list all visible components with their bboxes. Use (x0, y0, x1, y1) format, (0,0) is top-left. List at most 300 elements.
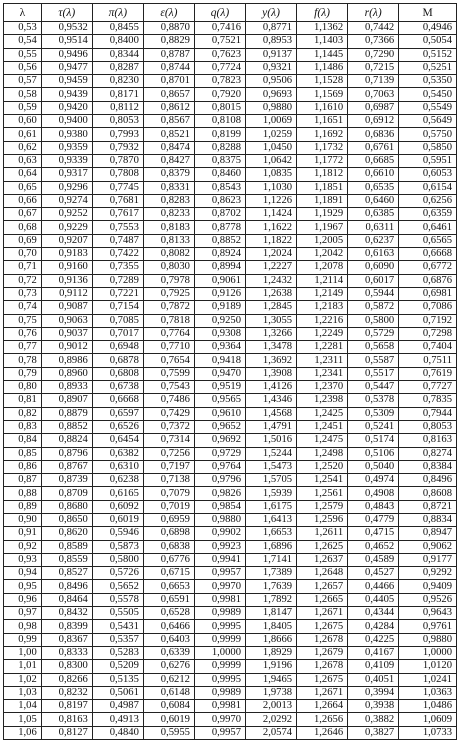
cell-m: 0,8163 (399, 434, 457, 447)
cell-r: 0,5729 (348, 327, 399, 340)
cell-tau: 0,9252 (41, 208, 92, 221)
cell-pi: 0,7487 (92, 234, 143, 247)
cell-y: 1,7141 (246, 553, 297, 566)
cell-y: 1,3055 (246, 314, 297, 327)
cell-m: 0,5350 (399, 75, 457, 88)
cell-q: 0,9981 (194, 593, 245, 606)
cell-y: 1,0835 (246, 168, 297, 181)
header-lambda: λ (4, 4, 42, 22)
cell-pi: 0,5946 (92, 527, 143, 540)
cell-epsilon: 0,8521 (143, 128, 194, 141)
cell-q: 0,9999 (194, 660, 245, 673)
cell-r: 0,6460 (348, 194, 399, 207)
cell-lambda: 0,76 (4, 327, 42, 340)
cell-tau: 0,8367 (41, 633, 92, 646)
cell-r: 0,3938 (348, 700, 399, 713)
cell-lambda: 0,96 (4, 593, 42, 606)
cell-y: 1,3266 (246, 327, 297, 340)
cell-tau: 0,8767 (41, 460, 92, 473)
cell-f: 1,1403 (297, 35, 348, 48)
cell-f: 1,2596 (297, 513, 348, 526)
cell-pi: 0,5726 (92, 567, 143, 580)
cell-pi: 0,5431 (92, 620, 143, 633)
cell-q: 0,9880 (194, 513, 245, 526)
cell-epsilon: 0,8657 (143, 88, 194, 101)
cell-y: 1,9465 (246, 673, 297, 686)
cell-y: 1,7389 (246, 567, 297, 580)
cell-lambda: 0,67 (4, 208, 42, 221)
cell-epsilon: 0,6466 (143, 620, 194, 633)
cell-lambda: 0,87 (4, 474, 42, 487)
cell-pi: 0,5209 (92, 660, 143, 673)
cell-r: 0,4652 (348, 540, 399, 553)
cell-f: 1,2183 (297, 301, 348, 314)
cell-r: 0,6987 (348, 101, 399, 114)
cell-lambda: 0,72 (4, 274, 42, 287)
cell-f: 1,2451 (297, 420, 348, 433)
cell-pi: 0,5283 (92, 646, 143, 659)
cell-pi: 0,6878 (92, 354, 143, 367)
cell-f: 1,2216 (297, 314, 348, 327)
table-header (4, 4, 457, 22)
cell-f: 1,2675 (297, 620, 348, 633)
cell-lambda: 0,97 (4, 607, 42, 620)
table-row (4, 194, 457, 207)
table-row (4, 474, 457, 487)
cell-m: 0,4946 (399, 22, 457, 35)
cell-r: 0,4225 (348, 633, 399, 646)
header-tau: τ(λ) (41, 4, 92, 22)
cell-epsilon: 0,8567 (143, 115, 194, 128)
cell-epsilon: 0,8183 (143, 221, 194, 234)
cell-r: 0,5040 (348, 460, 399, 473)
cell-f: 1,2671 (297, 686, 348, 699)
cell-f: 1,2541 (297, 474, 348, 487)
table-row (4, 593, 457, 606)
cell-q: 0,9061 (194, 274, 245, 287)
cell-q: 0,9565 (194, 394, 245, 407)
cell-epsilon: 0,6339 (143, 646, 194, 659)
table-row (4, 354, 457, 367)
cell-tau: 0,9420 (41, 101, 92, 114)
table-row (4, 620, 457, 633)
cell-m: 0,5152 (399, 48, 457, 61)
cell-m: 1,0609 (399, 713, 457, 726)
table-row (4, 607, 457, 620)
cell-q: 0,8199 (194, 128, 245, 141)
cell-y: 1,6413 (246, 513, 297, 526)
cell-epsilon: 0,7486 (143, 394, 194, 407)
cell-f: 1,1569 (297, 88, 348, 101)
cell-pi: 0,8230 (92, 75, 143, 88)
table-row (4, 248, 457, 261)
cell-pi: 0,7808 (92, 168, 143, 181)
cell-lambda: 0,88 (4, 487, 42, 500)
cell-epsilon: 0,8744 (143, 61, 194, 74)
cell-f: 1,2520 (297, 460, 348, 473)
cell-tau: 0,9400 (41, 115, 92, 128)
cell-r: 0,5241 (348, 420, 399, 433)
table-row (4, 487, 457, 500)
cell-pi: 0,7870 (92, 154, 143, 167)
cell-q: 0,8852 (194, 234, 245, 247)
cell-m: 0,8274 (399, 447, 457, 460)
cell-y: 0,9506 (246, 75, 297, 88)
cell-m: 1,0363 (399, 686, 457, 699)
cell-m: 0,5450 (399, 88, 457, 101)
cell-pi: 0,6808 (92, 367, 143, 380)
cell-y: 1,5016 (246, 434, 297, 447)
cell-tau: 0,8620 (41, 527, 92, 540)
cell-y: 1,9196 (246, 660, 297, 673)
cell-f: 1,2475 (297, 434, 348, 447)
cell-lambda: 0,59 (4, 101, 42, 114)
cell-r: 0,4908 (348, 487, 399, 500)
cell-tau: 0,9087 (41, 301, 92, 314)
cell-f: 1,1445 (297, 48, 348, 61)
cell-m: 0,7298 (399, 327, 457, 340)
cell-q: 0,9692 (194, 434, 245, 447)
cell-m: 0,6876 (399, 274, 457, 287)
cell-q: 0,9308 (194, 327, 245, 340)
cell-pi: 0,6019 (92, 513, 143, 526)
cell-pi: 0,7154 (92, 301, 143, 314)
cell-q: 0,9250 (194, 314, 245, 327)
cell-y: 1,4346 (246, 394, 297, 407)
cell-m: 1,0241 (399, 673, 457, 686)
cell-f: 1,2678 (297, 633, 348, 646)
cell-epsilon: 0,7764 (143, 327, 194, 340)
cell-f: 1,1732 (297, 141, 348, 154)
cell-r: 0,5944 (348, 287, 399, 300)
cell-lambda: 1,01 (4, 660, 42, 673)
cell-epsilon: 0,8612 (143, 101, 194, 114)
cell-f: 1,2664 (297, 700, 348, 713)
cell-lambda: 0,94 (4, 567, 42, 580)
cell-m: 0,8384 (399, 460, 457, 473)
table-row (4, 327, 457, 340)
cell-tau: 0,8197 (41, 700, 92, 713)
cell-m: 0,5054 (399, 35, 457, 48)
cell-q: 0,9364 (194, 341, 245, 354)
cell-epsilon: 0,6838 (143, 540, 194, 553)
cell-tau: 0,9514 (41, 35, 92, 48)
cell-m: 0,7944 (399, 407, 457, 420)
cell-q: 0,9989 (194, 607, 245, 620)
cell-tau: 0,8907 (41, 394, 92, 407)
cell-pi: 0,8171 (92, 88, 143, 101)
cell-y: 1,1030 (246, 181, 297, 194)
cell-r: 0,6385 (348, 208, 399, 221)
cell-y: 1,2432 (246, 274, 297, 287)
cell-epsilon: 0,7599 (143, 367, 194, 380)
cell-q: 0,8288 (194, 141, 245, 154)
cell-epsilon: 0,6898 (143, 527, 194, 540)
cell-y: 1,8405 (246, 620, 297, 633)
cell-m: 0,8721 (399, 500, 457, 513)
cell-lambda: 0,71 (4, 261, 42, 274)
cell-lambda: 0,81 (4, 394, 42, 407)
cell-q: 0,9970 (194, 713, 245, 726)
cell-r: 0,4843 (348, 500, 399, 513)
cell-tau: 0,9317 (41, 168, 92, 181)
cell-q: 0,7521 (194, 35, 245, 48)
table-body (4, 22, 457, 740)
cell-f: 1,1692 (297, 128, 348, 141)
cell-pi: 0,7993 (92, 128, 143, 141)
cell-tau: 0,8266 (41, 673, 92, 686)
table-row (4, 660, 457, 673)
cell-epsilon: 0,8701 (143, 75, 194, 88)
cell-pi: 0,6526 (92, 420, 143, 433)
cell-pi: 0,4913 (92, 713, 143, 726)
cell-m: 0,9177 (399, 553, 457, 566)
gas-dynamic-functions-table-container (3, 3, 457, 740)
cell-lambda: 0,77 (4, 341, 42, 354)
cell-pi: 0,8053 (92, 115, 143, 128)
cell-q: 0,8924 (194, 248, 245, 261)
cell-q: 0,9923 (194, 540, 245, 553)
cell-r: 0,5872 (348, 301, 399, 314)
cell-lambda: 0,69 (4, 234, 42, 247)
cell-y: 1,0642 (246, 154, 297, 167)
cell-q: 0,9470 (194, 367, 245, 380)
cell-f: 1,2311 (297, 354, 348, 367)
table-row (4, 341, 457, 354)
cell-y: 1,1622 (246, 221, 297, 234)
cell-m: 0,6359 (399, 208, 457, 221)
cell-tau: 0,9037 (41, 327, 92, 340)
cell-m: 0,5951 (399, 154, 457, 167)
cell-y: 0,9693 (246, 88, 297, 101)
table-row (4, 673, 457, 686)
cell-tau: 0,9229 (41, 221, 92, 234)
cell-m: 0,6461 (399, 221, 457, 234)
cell-y: 1,3692 (246, 354, 297, 367)
header-r: r(λ) (348, 4, 399, 22)
cell-epsilon: 0,7197 (143, 460, 194, 473)
table-row (4, 128, 457, 141)
cell-m: 0,5251 (399, 61, 457, 74)
cell-tau: 0,9380 (41, 128, 92, 141)
table-row (4, 75, 457, 88)
cell-f: 1,1610 (297, 101, 348, 114)
cell-pi: 0,7355 (92, 261, 143, 274)
cell-epsilon: 0,8787 (143, 48, 194, 61)
cell-lambda: 0,85 (4, 447, 42, 460)
cell-pi: 0,7681 (92, 194, 143, 207)
cell-tau: 0,8933 (41, 381, 92, 394)
cell-y: 2,0013 (246, 700, 297, 713)
table-row (4, 261, 457, 274)
cell-pi: 0,6738 (92, 381, 143, 394)
cell-epsilon: 0,6653 (143, 580, 194, 593)
cell-y: 1,7639 (246, 580, 297, 593)
cell-lambda: 0,86 (4, 460, 42, 473)
cell-pi: 0,6092 (92, 500, 143, 513)
cell-epsilon: 0,8474 (143, 141, 194, 154)
cell-m: 0,6981 (399, 287, 457, 300)
cell-lambda: 0,74 (4, 301, 42, 314)
cell-q: 0,9989 (194, 686, 245, 699)
cell-m: 0,9292 (399, 567, 457, 580)
cell-lambda: 0,73 (4, 287, 42, 300)
cell-q: 0,7920 (194, 88, 245, 101)
cell-f: 1,2398 (297, 394, 348, 407)
cell-lambda: 0,92 (4, 540, 42, 553)
cell-r: 0,6090 (348, 261, 399, 274)
cell-epsilon: 0,5955 (143, 726, 194, 739)
cell-epsilon: 0,7872 (143, 301, 194, 314)
cell-m: 0,8053 (399, 420, 457, 433)
cell-epsilon: 0,7429 (143, 407, 194, 420)
cell-tau: 0,8432 (41, 607, 92, 620)
cell-r: 0,7366 (348, 35, 399, 48)
cell-r: 0,6237 (348, 234, 399, 247)
cell-tau: 0,8824 (41, 434, 92, 447)
cell-y: 1,4791 (246, 420, 297, 433)
cell-f: 1,2671 (297, 607, 348, 620)
cell-lambda: 0,61 (4, 128, 42, 141)
cell-f: 1,2498 (297, 447, 348, 460)
cell-epsilon: 0,8870 (143, 22, 194, 35)
cell-r: 0,5106 (348, 447, 399, 460)
cell-m: 0,9526 (399, 593, 457, 606)
cell-tau: 0,9274 (41, 194, 92, 207)
cell-lambda: 0,89 (4, 500, 42, 513)
table-row (4, 513, 457, 526)
cell-tau: 0,8709 (41, 487, 92, 500)
cell-epsilon: 0,6403 (143, 633, 194, 646)
table-row (4, 726, 457, 739)
cell-y: 1,6175 (246, 500, 297, 513)
cell-m: 0,7619 (399, 367, 457, 380)
cell-r: 0,5447 (348, 381, 399, 394)
table-row (4, 274, 457, 287)
cell-y: 2,0292 (246, 713, 297, 726)
cell-y: 1,2638 (246, 287, 297, 300)
cell-tau: 0,8986 (41, 354, 92, 367)
cell-f: 1,1772 (297, 154, 348, 167)
cell-lambda: 0,82 (4, 407, 42, 420)
table-row (4, 168, 457, 181)
cell-y: 1,5939 (246, 487, 297, 500)
cell-epsilon: 0,8082 (143, 248, 194, 261)
cell-r: 0,6017 (348, 274, 399, 287)
cell-r: 0,5174 (348, 434, 399, 447)
cell-lambda: 0,62 (4, 141, 42, 154)
cell-f: 1,2625 (297, 540, 348, 553)
cell-lambda: 0,53 (4, 22, 42, 35)
table-row (4, 567, 457, 580)
cell-tau: 0,9112 (41, 287, 92, 300)
cell-f: 1,1362 (297, 22, 348, 35)
cell-f: 1,1812 (297, 168, 348, 181)
cell-m: 1,0120 (399, 660, 457, 673)
cell-m: 1,0733 (399, 726, 457, 739)
table-row (4, 61, 457, 74)
cell-epsilon: 0,6019 (143, 713, 194, 726)
cell-q: 0,8015 (194, 101, 245, 114)
cell-tau: 0,9359 (41, 141, 92, 154)
table-row (4, 500, 457, 513)
cell-y: 0,8771 (246, 22, 297, 35)
cell-q: 0,9729 (194, 447, 245, 460)
cell-f: 1,2646 (297, 726, 348, 739)
cell-lambda: 0,70 (4, 248, 42, 261)
cell-epsilon: 0,6276 (143, 660, 194, 673)
cell-lambda: 1,04 (4, 700, 42, 713)
cell-y: 1,0259 (246, 128, 297, 141)
cell-epsilon: 0,7978 (143, 274, 194, 287)
cell-r: 0,4284 (348, 620, 399, 633)
cell-q: 0,8623 (194, 194, 245, 207)
header-f: f(λ) (297, 4, 348, 22)
cell-r: 0,4167 (348, 646, 399, 659)
cell-epsilon: 0,7019 (143, 500, 194, 513)
cell-tau: 0,8127 (41, 726, 92, 739)
cell-pi: 0,8400 (92, 35, 143, 48)
table-row (4, 713, 457, 726)
cell-tau: 0,9459 (41, 75, 92, 88)
cell-tau: 0,9477 (41, 61, 92, 74)
cell-m: 1,0486 (399, 700, 457, 713)
table-row (4, 101, 457, 114)
cell-pi: 0,5873 (92, 540, 143, 553)
cell-pi: 0,5578 (92, 593, 143, 606)
cell-pi: 0,5357 (92, 633, 143, 646)
cell-pi: 0,5135 (92, 673, 143, 686)
table-row (4, 686, 457, 699)
cell-y: 1,3908 (246, 367, 297, 380)
cell-y: 1,5244 (246, 447, 297, 460)
cell-q: 0,9957 (194, 567, 245, 580)
cell-epsilon: 0,6715 (143, 567, 194, 580)
table-row (4, 48, 457, 61)
table-row (4, 527, 457, 540)
cell-q: 0,8375 (194, 154, 245, 167)
cell-q: 0,9189 (194, 301, 245, 314)
cell-m: 0,7192 (399, 314, 457, 327)
cell-m: 0,7511 (399, 354, 457, 367)
cell-m: 0,5850 (399, 141, 457, 154)
cell-epsilon: 0,7256 (143, 447, 194, 460)
cell-y: 1,0450 (246, 141, 297, 154)
cell-q: 0,9652 (194, 420, 245, 433)
cell-m: 0,7835 (399, 394, 457, 407)
cell-epsilon: 0,7654 (143, 354, 194, 367)
cell-epsilon: 0,8829 (143, 35, 194, 48)
cell-r: 0,6163 (348, 248, 399, 261)
cell-tau: 0,8852 (41, 420, 92, 433)
cell-q: 0,8778 (194, 221, 245, 234)
cell-tau: 0,8589 (41, 540, 92, 553)
cell-q: 0,7724 (194, 61, 245, 74)
cell-y: 1,1822 (246, 234, 297, 247)
cell-lambda: 0,84 (4, 434, 42, 447)
cell-epsilon: 0,7314 (143, 434, 194, 447)
cell-r: 0,4405 (348, 593, 399, 606)
table-row (4, 208, 457, 221)
cell-epsilon: 0,8233 (143, 208, 194, 221)
cell-y: 0,9321 (246, 61, 297, 74)
cell-f: 1,1891 (297, 194, 348, 207)
cell-epsilon: 0,7710 (143, 341, 194, 354)
cell-y: 1,1424 (246, 208, 297, 221)
cell-tau: 0,8399 (41, 620, 92, 633)
cell-pi: 0,7617 (92, 208, 143, 221)
cell-m: 0,6154 (399, 181, 457, 194)
